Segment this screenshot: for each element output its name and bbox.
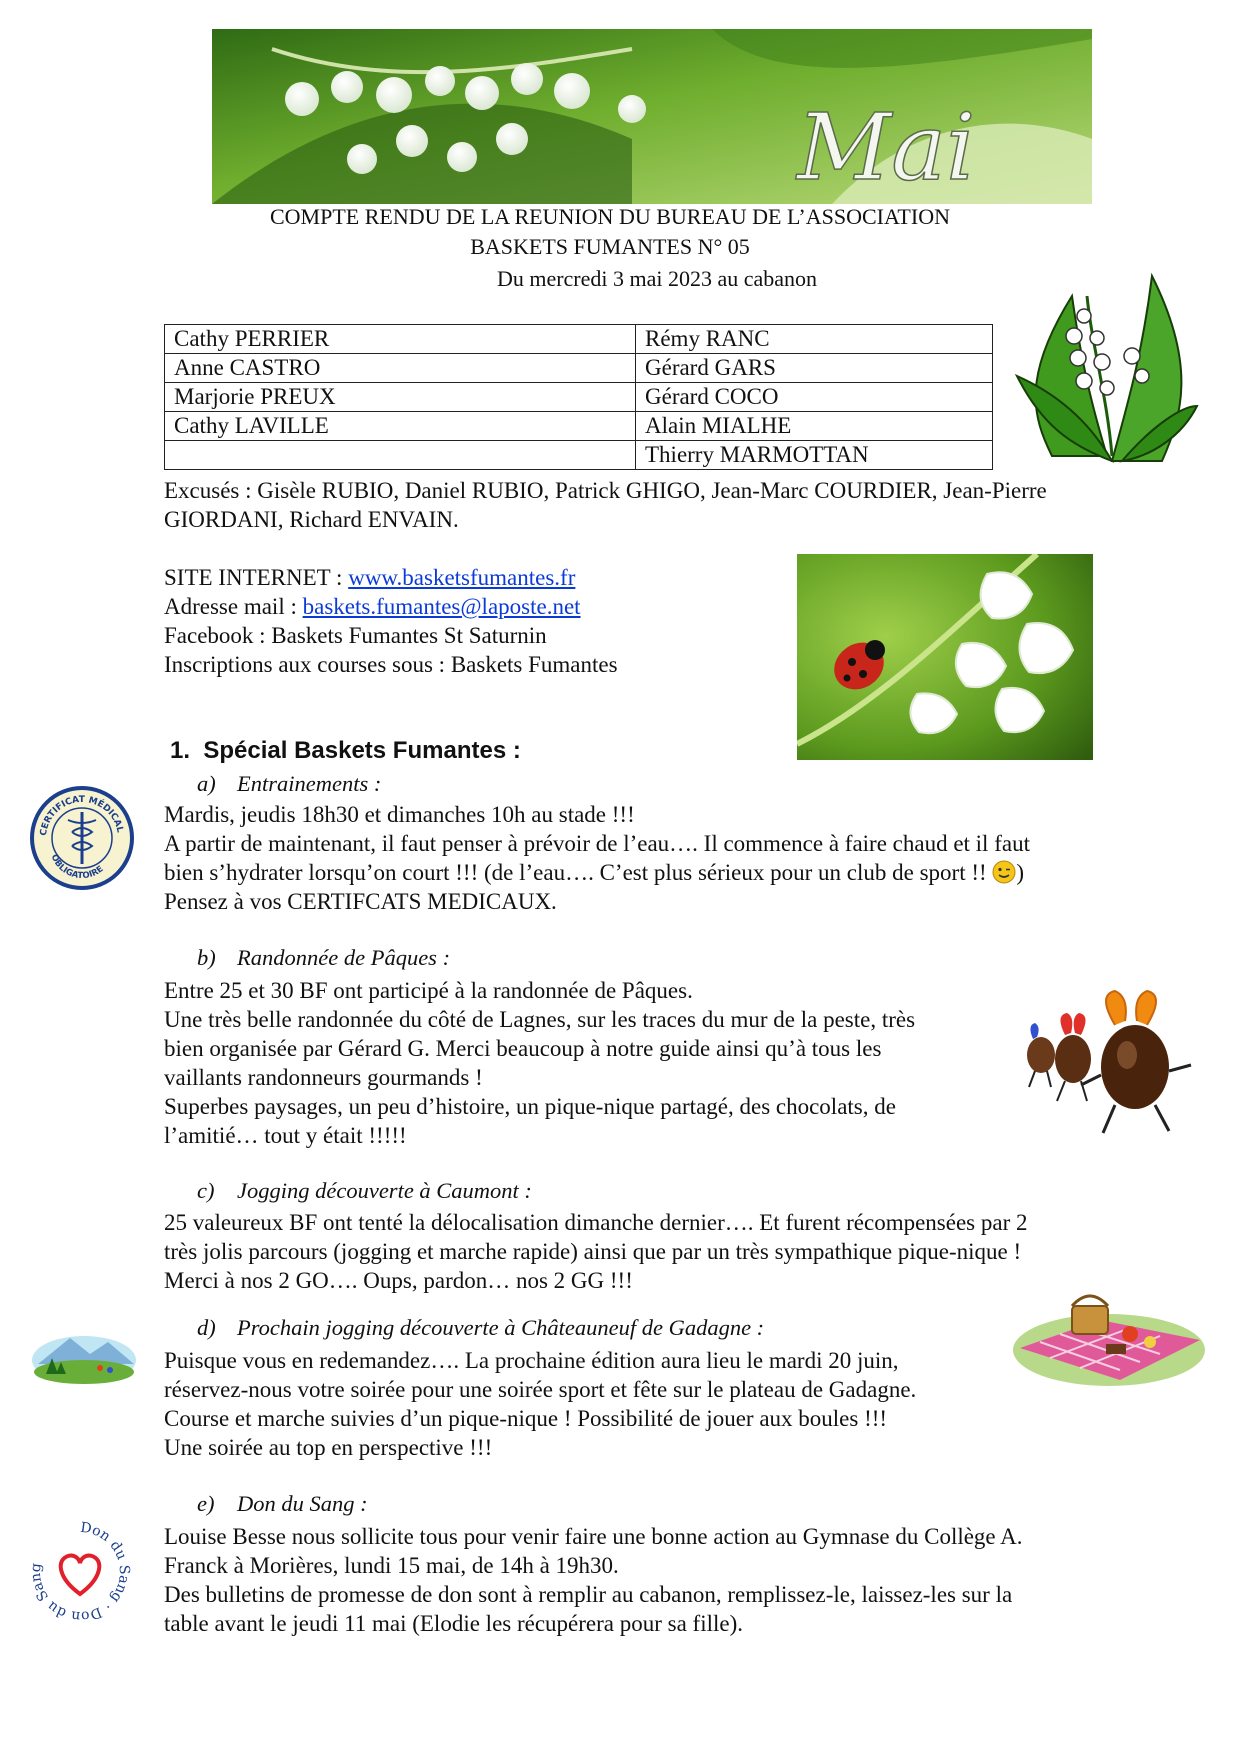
sub-b-mark: b) (197, 945, 216, 970)
attendee-right: Gérard GARS (636, 354, 993, 383)
sub-b-line: Une très belle randonnée du côté de Lagnes, sur les traces du mur de la peste, très (164, 1007, 916, 1032)
sub-b-line: Entre 25 et 30 BF ont participé à la randonnée de Pâques. (164, 978, 693, 1003)
site-link[interactable]: www.basketsfumantes.fr (348, 565, 576, 590)
certificat-medical-badge (28, 784, 136, 892)
sub-d-line: réservez-nous votre soirée pour une soirée sport et fête sur le plateau de Gadagne. (164, 1377, 917, 1402)
sub-a-title: Entrainements : (237, 771, 382, 796)
facebook-line: Facebook : Baskets Fumantes St Saturnin (164, 623, 547, 648)
sub-e-line: Louise Besse nous sollicite tous pour venir faire une bonne action au Gymnase du Collège A. (164, 1524, 1023, 1549)
table-row (165, 412, 993, 441)
sub-b-line: vaillants randonneurs gourmands ! (164, 1065, 483, 1090)
sub-a-line: A partir de maintenant, il faut penser à prévoir de l’eau…. Il commence à faire chaud et il faut (164, 831, 1030, 856)
section-1-heading (170, 737, 521, 765)
mail-label: Adresse mail : (164, 594, 303, 619)
sub-e-heading (197, 1491, 368, 1517)
sub-a-line-end: ) (1016, 860, 1025, 885)
sub-e-title: Don du Sang : (237, 1491, 368, 1516)
report-title-line2: BASKETS FUMANTES N° 05 (470, 234, 750, 259)
attendee-right: Alain MIALHE (636, 412, 993, 441)
sub-e-line: Des bulletins de promesse de don sont à remplir au cabanon, remplissez-le, laissez-les sur la (164, 1582, 1013, 1607)
sub-b-line: l’amitié… tout y était !!!!! (164, 1123, 407, 1148)
easter-eggs-image (1015, 985, 1203, 1139)
attendee-left: Anne CASTRO (165, 354, 636, 383)
sub-e-mark: e) (197, 1491, 215, 1516)
report-title-line1: COMPTE RENDU DE LA REUNION DU BUREAU DE L’ASSOCIATION (270, 204, 950, 229)
attendee-right: Gérard COCO (636, 383, 993, 412)
attendee-right: Rémy RANC (636, 325, 993, 354)
sub-e-line: Franck à Morières, lundi 15 mai, de 14h à 19h30. (164, 1553, 619, 1578)
sub-c-heading (197, 1178, 532, 1204)
table-row (165, 325, 993, 354)
sub-a-line: Mardis, jeudis 18h30 et dimanches 10h au stade !!! (164, 802, 635, 827)
sub-d-line: Puisque vous en redemandez…. La prochaine édition aura lieu le mardi 20 juin, (164, 1348, 899, 1373)
inscriptions-line: Inscriptions aux courses sous : Baskets Fumantes (164, 652, 618, 677)
sub-d-mark: d) (197, 1315, 216, 1340)
sub-a-line: Pensez à vos CERTIFCATS MEDICAUX. (164, 889, 557, 914)
sub-b-heading (197, 945, 450, 971)
excuses-line2: GIORDANI, Richard ENVAIN. (164, 507, 459, 532)
mai-banner (212, 29, 1092, 204)
sub-c-line: 25 valeureux BF ont tenté la délocalisation dimanche dernier…. Et furent récompensées par 2 (164, 1210, 1028, 1235)
sub-e-line: table avant le jeudi 11 mai (Elodie les récupérera pour sa fille). (164, 1611, 744, 1636)
sub-c-title: Jogging découverte à Caumont : (237, 1178, 532, 1203)
section-1-title: Spécial Baskets Fumantes : (203, 737, 521, 764)
sub-d-title: Prochain jogging découverte à Châteauneuf de Gadagne : (237, 1315, 765, 1340)
don-du-sang-text: Don du Sang · Don du Sang (28, 1520, 132, 1624)
sub-d-heading (197, 1315, 764, 1341)
table-row (165, 383, 993, 412)
sub-b-title: Randonnée de Pâques : (237, 945, 451, 970)
attendees-table (164, 324, 993, 470)
lily-illustration (1012, 256, 1202, 466)
banner-title: Mai (797, 94, 976, 201)
site-label: SITE INTERNET : (164, 565, 349, 590)
sub-a-mark: a) (197, 771, 216, 796)
report-date: Du mercredi 3 mai 2023 au cabanon (496, 266, 818, 291)
badge-bottom-text: OBLIGATOIRE (48, 853, 106, 882)
picnic-image (1010, 1288, 1208, 1390)
sub-d-line: Course et marche suivies d’un pique-nique ! Possibilité de jouer aux boules !!! (164, 1406, 888, 1431)
svg-text:Don du Sang · Don du Sang (28, 1520, 132, 1624)
badge-top-text: CERTIFICAT MÉDICAL (38, 794, 125, 837)
sub-c-mark: c) (197, 1178, 215, 1203)
sub-a-heading (197, 771, 381, 797)
lily-of-the-valley-banner-image (212, 29, 1092, 204)
attendee-left: Cathy PERRIER (165, 325, 636, 354)
mail-line (164, 592, 581, 621)
don-du-sang-badge (28, 1520, 132, 1624)
attendee-right: Thierry MARMOTTAN (636, 441, 993, 470)
excuses-line1: Excusés : Gisèle RUBIO, Daniel RUBIO, Patrick GHIGO, Jean-Marc COURDIER, Jean-Pierre (164, 478, 1047, 503)
site-line (164, 563, 575, 592)
section-1-number: 1. (170, 737, 191, 764)
mail-link[interactable]: baskets.fumantes@laposte.net (302, 594, 581, 619)
table-row (165, 354, 993, 383)
landscape-image (30, 1324, 138, 1386)
sub-c-line: très jolis parcours (jogging et marche rapide) ainsi que par un très sympathique pique-nique ! (164, 1239, 1022, 1264)
attendee-left: Marjorie PREUX (165, 383, 636, 412)
sub-b-line: Superbes paysages, un peu d’histoire, un pique-nique partagé, des chocolats, de (164, 1094, 896, 1119)
attendee-left (165, 441, 636, 470)
sub-d-line: Une soirée au top en perspective !!! (164, 1435, 493, 1460)
sub-b-line: bien organisée par Gérard G. Merci beaucoup à notre guide ainsi qu’à tous les (164, 1036, 882, 1061)
winking-face-icon (992, 860, 1016, 891)
attendee-left: Cathy LAVILLE (165, 412, 636, 441)
sub-a-line-text: bien s’hydrater lorsqu’on court !!! (de l’eau…. C’est plus sérieux pour un club de sport !! (164, 860, 993, 885)
ladybug-photo (797, 554, 1093, 760)
sub-c-line: Merci à nos 2 GO…. Oups, pardon… nos 2 GG !!! (164, 1268, 633, 1293)
table-row (165, 441, 993, 470)
